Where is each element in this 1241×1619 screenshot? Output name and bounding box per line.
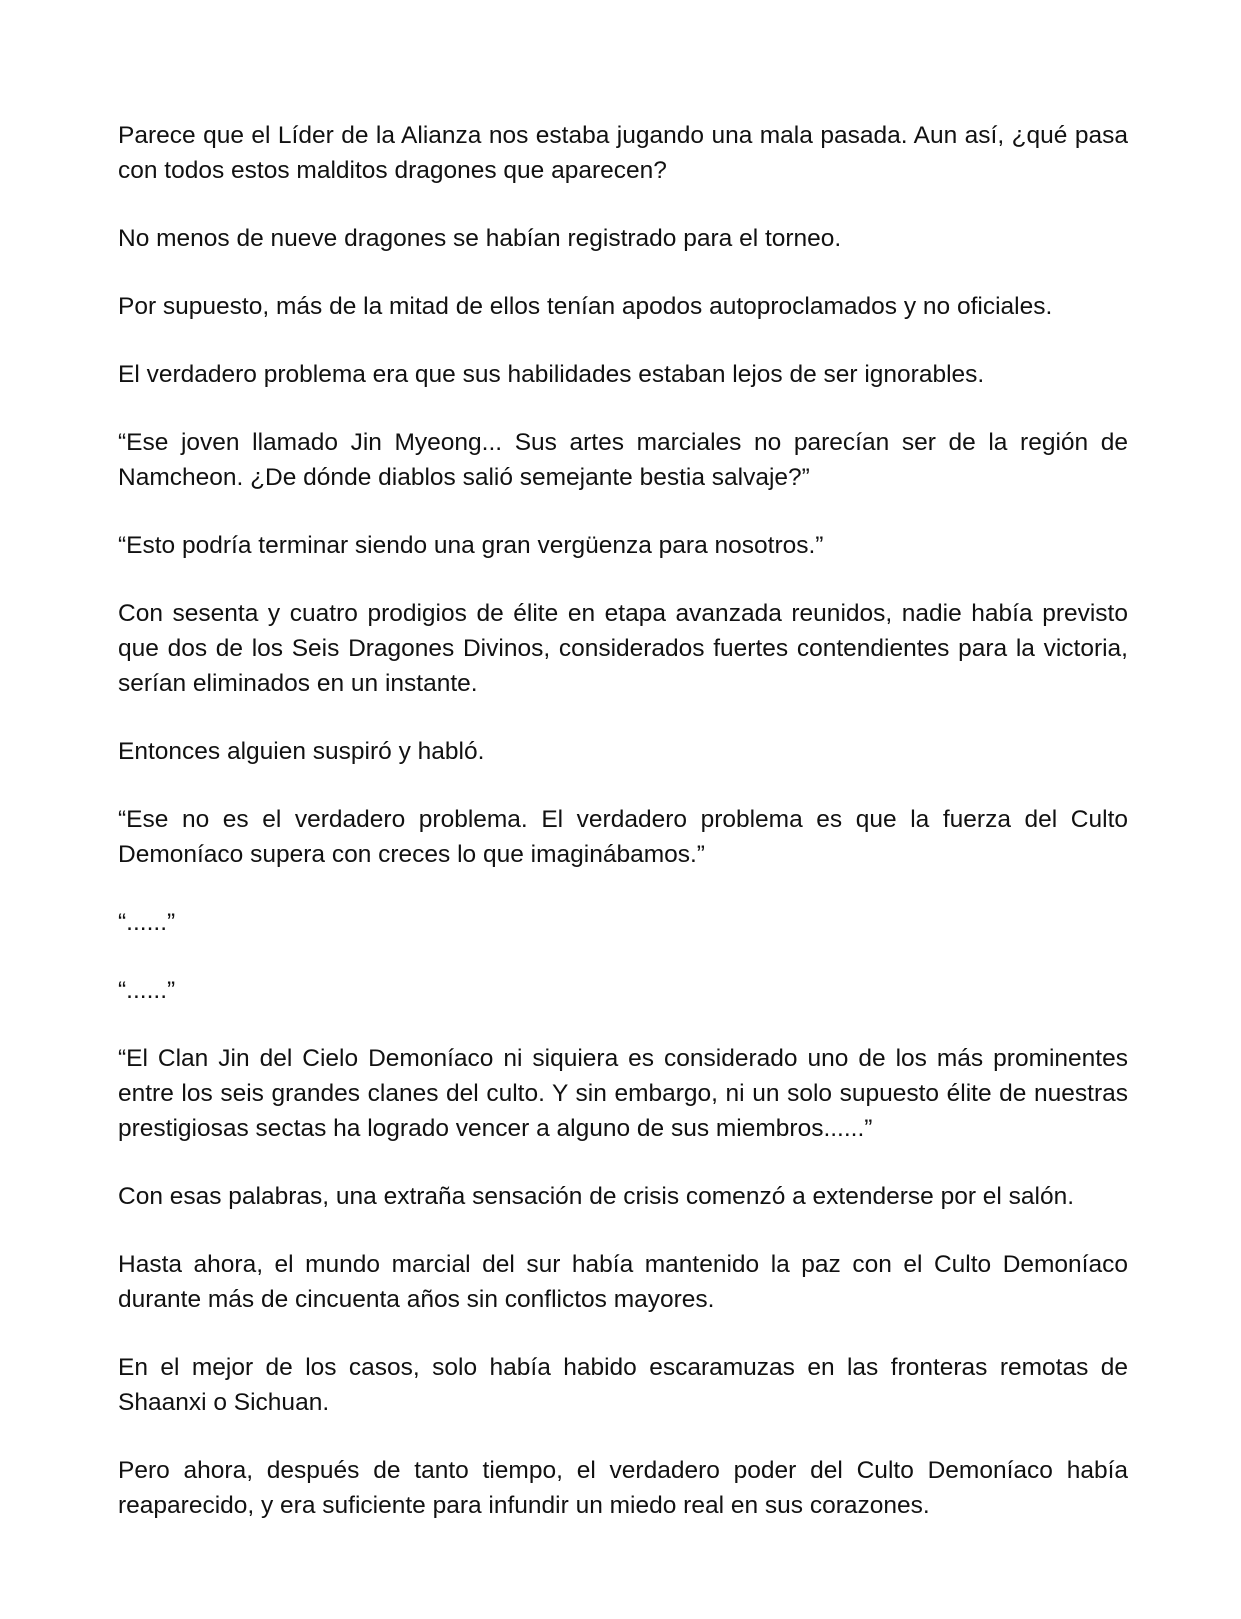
paragraph-6: “Esto podría terminar siendo una gran vergüenza para nosotros.” <box>118 532 824 559</box>
paragraph-14: Hasta ahora, el mundo marcial del sur había mantenido la paz con el Culto Demoníaco durante más de cincuenta años sin conflictos mayores. <box>118 1251 1128 1313</box>
paragraph-1: Parece que el Líder de la Alianza nos estaba jugando una mala pasada. Aun así, ¿qué pasa con todos estos malditos dragones que aparecen? <box>118 122 1128 184</box>
paragraph-12: “El Clan Jin del Cielo Demoníaco ni siquiera es considerado uno de los más prominentes entre los seis grandes clanes del culto. Y sin embargo, ni un solo supuesto élite de nuestras prestigiosas sectas ha logrado vencer a alguno de sus miembros......” <box>118 1045 1128 1142</box>
paragraph-4: El verdadero problema era que sus habilidades estaban lejos de ser ignorables. <box>118 361 985 388</box>
paragraph-9: “Ese no es el verdadero problema. El verdadero problema es que la fuerza del Culto Demoníaco supera con creces lo que imaginábamos.” <box>118 806 1128 868</box>
paragraph-5: “Ese joven llamado Jin Myeong... Sus artes marciales no parecían ser de la región de Namcheon. ¿De dónde diablos salió semejante bestia salvaje?” <box>118 429 1128 491</box>
paragraph-8: Entonces alguien suspiró y habló. <box>118 738 485 765</box>
paragraph-10: “......” <box>118 909 176 936</box>
paragraph-15: En el mejor de los casos, solo había habido escaramuzas en las fronteras remotas de Shaanxi o Sichuan. <box>118 1354 1128 1416</box>
paragraph-7: Con sesenta y cuatro prodigios de élite en etapa avanzada reunidos, nadie había previsto que dos de los Seis Dragones Divinos, considerados fuertes contendientes para la victoria, serían eliminados en un instante. <box>118 600 1128 697</box>
paragraph-3: Por supuesto, más de la mitad de ellos tenían apodos autoproclamados y no oficiales. <box>118 293 1053 320</box>
paragraph-2: No menos de nueve dragones se habían registrado para el torneo. <box>118 225 842 252</box>
paragraph-11: “......” <box>118 977 176 1004</box>
paragraph-16: Pero ahora, después de tanto tiempo, el verdadero poder del Culto Demoníaco había reaparecido, y era suficiente para infundir un miedo real en sus corazones. <box>118 1457 1128 1519</box>
document-body <box>118 118 1128 1556</box>
paragraph-13: Con esas palabras, una extraña sensación de crisis comenzó a extenderse por el salón. <box>118 1183 1075 1210</box>
